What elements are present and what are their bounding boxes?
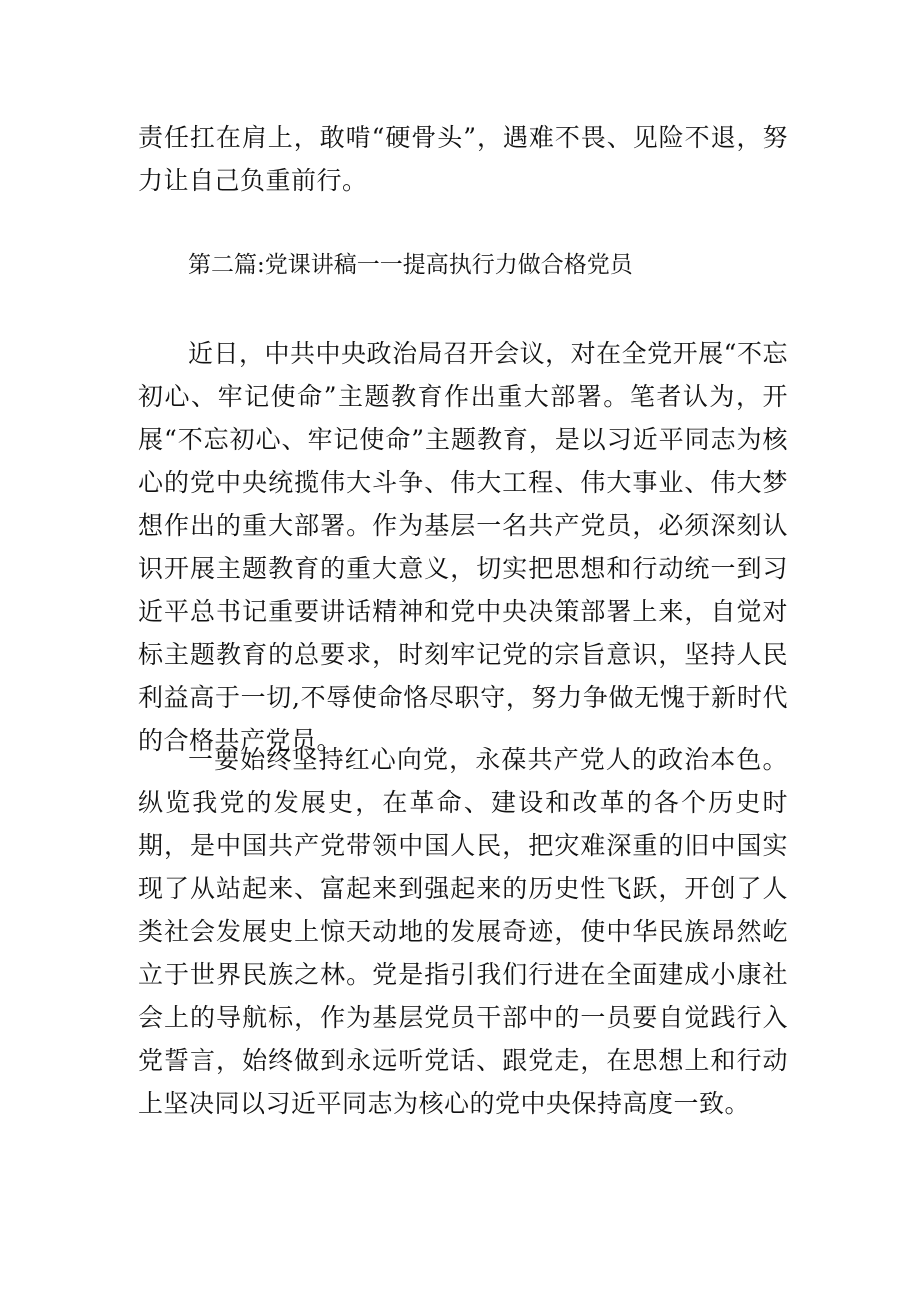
body-paragraph-2: 一要始终坚持红心向党，永葆共产党人的政治本色。纵览我党的发展史，在革命、建设和改革的各个历史时期，是中国共产党带领中国人民，把灾难深重的旧中国实现了从站起来、富起来到强起来的历史性飞跃，开创了人类社会发展史上惊天动地的发展奇迹，使中华民族昂然屹立于世界民族之林。党是指引我们行进在全面建成小康社会上的导航标，作为基层党员干部中的一员要自觉践行入党誓言，始终做到永远听党话、跟党走，在思想上和行动上坚决同以习近平同志为核心的党中央保持高度一致。 [138, 745, 788, 1118]
continuation-paragraph: 责任扛在肩上，敢啃“硬骨头”，遇难不畏、见险不退，努力让自己负重前行。 [138, 123, 788, 195]
section-heading: 第二篇:党课讲稿一一提高执行力做合格党员 [188, 252, 633, 278]
body-paragraph-1: 近日，中共中央政治局召开会议，对在全党开展“不忘初心、牢记使命”主题教育作出重大部署。笔者认为，开展“不忘初心、牢记使命”主题教育，是以习近平同志为核心的党中央统揽伟大斗争、伟大工程、伟大事业、伟大梦想作出的重大部署。作为基层一名共产党员，必须深刻认识开展主题教育的重大意义，切实把思想和行动统一到习近平总书记重要讲话精神和党中央决策部署上来，自觉对标主题教育的总要求，时刻牢记党的宗旨意识，坚持人民利益高于一切,不辱使命恪尽职守，努力争做无愧于新时代的合格共产党员。 [138, 339, 788, 755]
